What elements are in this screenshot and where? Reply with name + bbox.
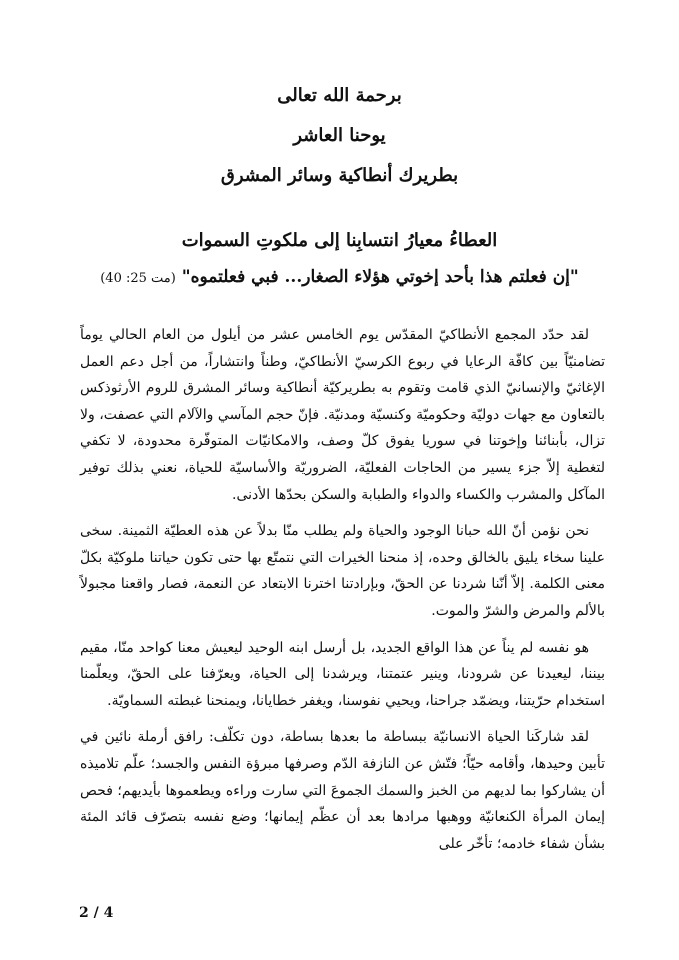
document-title-block xyxy=(0,230,679,290)
paragraph: هو نفسه لم يناً عن هذا الواقع الجديد، بل أرسل ابنه الوحيد ليعيش معنا كواحد منّا، مقيم بيننا، ليعيدنا عن شرودنا، وينير عتمتنا، ويرشدنا إلى الحياة، ويعرّفنا على الحقّ، ويعلّمنا استخدام حرّيتنا، ويضمّد جراحنا، ويحيي نفوسنا، ويغفر خطايانا، ويمنحنا غبطته السماويّة. xyxy=(80,639,605,709)
invocation-line: برحمة الله تعالى xyxy=(277,85,402,106)
patriarch-name: يوحنا العاشر xyxy=(293,125,386,146)
letter-body xyxy=(80,322,605,867)
patriarch-title: بطريرك أنطاكية وسائر المشرق xyxy=(220,165,459,186)
page-number: 2 / 4 xyxy=(79,905,114,921)
document-title: العطاءُ معيارُ انتسابِنا إلى ملكوتِ السموات xyxy=(181,230,498,251)
quote-reference: (مت 25: 40) xyxy=(100,271,176,286)
scripture-quote xyxy=(0,266,679,290)
paragraph: لقد حدّد المجمع الأنطاكيّ المقدّس يوم الخامس عشر من أيلول من العام الحالي يوماً تضامنيّاً بين كافّة الرعايا في ربوع الكرسيّ الأنطاكيّ، وطناً وانتشاراً، من أجل دعم العمل الإغاثيّ والإنسانيّ الذي قامت وتقوم به بطريركيّة أنطاكية وسائر المشرق للروم الأرثوذكس بالتعاون مع جهات دوليّة وحكوميّة وكنسيّة ومدنيّة. فإنّ حجم المآسي والآلام التي عصفت، ولا تزال، بأبنائنا وإخوتنا في سوريا يفوق كلّ وصف، والامكانيّات المتوفّرة محدودة، لا تكفي لتغطية إلاّ جزء يسير من الحاجات الفعليّة، الضروريّة والأساسيّة للحياة، نعني بذلك توفير المآكل والمشرب والكساء والدواء والطبابة والسكن بحدّها الأدنى. xyxy=(80,327,605,503)
quote-text: "إن فعلتم هذا بأحد إخوتي هؤلاء الصغار... فبي فعلتموه" xyxy=(181,267,579,287)
letterhead xyxy=(0,86,679,206)
paragraph: نحن نؤمن أنّ الله حبانا الوجود والحياة ولم يطلب منّا بدلاً عن هذه العطيّة الثمينة. سخى علينا سخاء يليق بالخالق وحده، إذ منحنا الخيرات التي نتمتّع بها حتى تكون حياتنا ملوكيّة بكلّ معنى الكلمة. إلاّ أنّنا شردنا عن الحقّ، وبإرادتنا اخترنا الابتعاد عن النعمة، فصار واقعنا مجبولاً بالألم والمرض والشرّ والموت. xyxy=(80,523,605,619)
paragraph: لقد شاركَنا الحياة الانسانيّة ببساطة ما بعدها بساطة، دون تكلّف: رافق أرملة نائين في تأبين وحيدها، وأقامه حيّاً؛ فتّش عن النازفة الدّم وصرفها مبرؤة النفس والجسد؛ علّم تلاميذه أن يشاركوا بما لديهم من الخبز والسمك الجموعَ التي سارت وراءه ويطعموها بأيديهم؛ فحص إيمان المرأة الكنعانيّة ووهبها مرادها بعد أن عظّم إيمانها؛ وضع نفسه بتصرّف قائد المئة بشأن شفاء خادمه؛ تأخّر على xyxy=(80,729,605,852)
